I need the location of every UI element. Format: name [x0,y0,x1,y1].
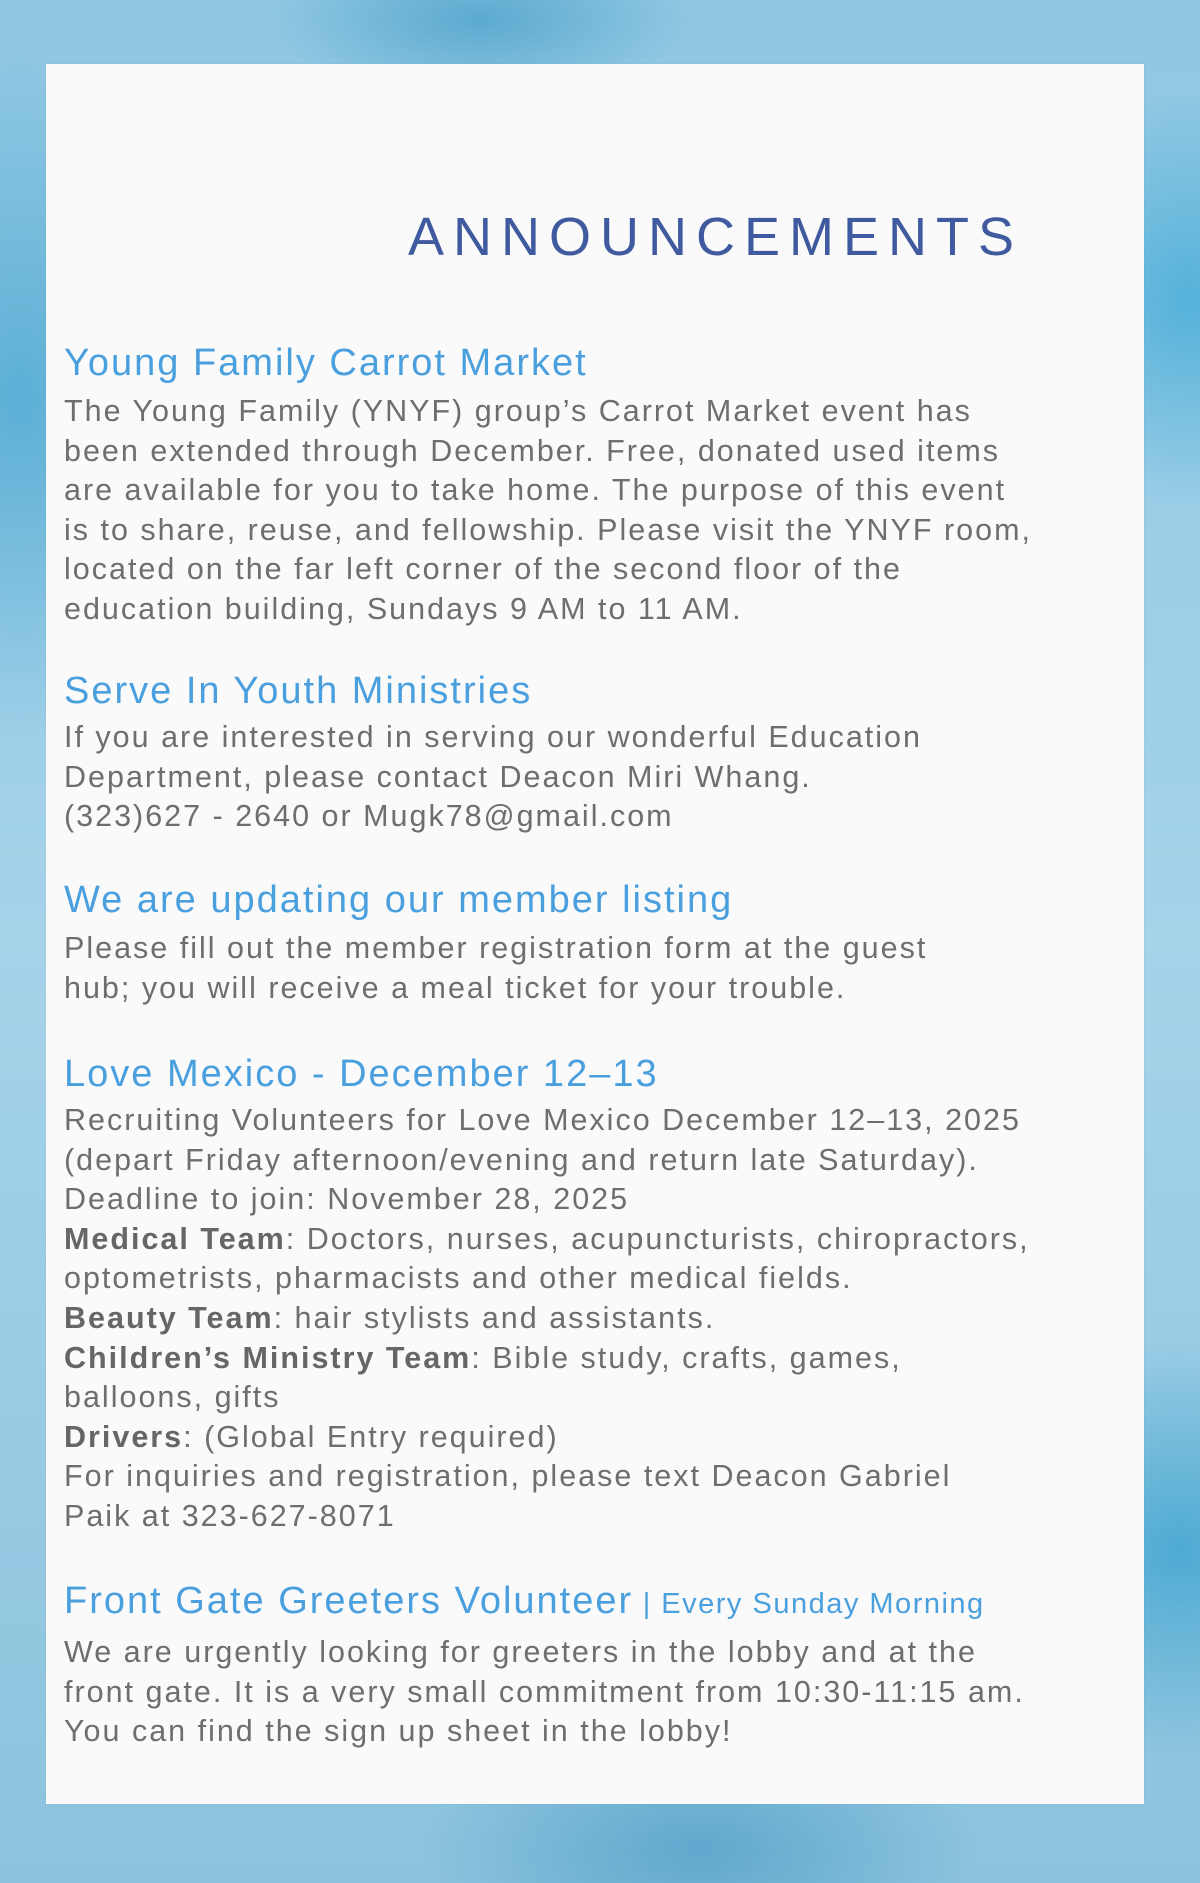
heading-subtitle: | Every Sunday Morning [633,1588,985,1620]
body-line: is to share, reuse, and fellowship. Please visit the YNYF room, [64,512,1032,547]
body-line: Deadline to join: November 28, 2025 [64,1182,630,1217]
section-love-mexico [64,1051,1030,1537]
team-text: optometrists, pharmacists and other medical fields. [64,1261,853,1296]
body-line: Please fill out the member registration form at the guest [64,931,928,965]
section-body [64,392,1032,630]
team-line [64,1299,1030,1339]
heading-text: Front Gate Greeters Volunteer [64,1580,634,1622]
section-heading: Serve In Youth Ministries [64,670,533,712]
section-member-listing [64,877,927,1008]
team-label: Medical Team [64,1221,286,1256]
team-label: Drivers [64,1419,184,1454]
team-text: : (Global Entry required) [183,1419,559,1454]
section-body [64,718,922,837]
body-line: located on the far left corner of the second floor of the [64,552,902,587]
body-line: We are urgently looking for greeters in the lobby and at the [64,1635,977,1669]
body-line: (323)627 - 2640 or Mugk78@gmail.com [64,799,674,834]
team-text: : Doctors, nurses, acupuncturists, chiropractors, [285,1221,1030,1256]
body-line: education building, Sundays 9 AM to 11 AM. [64,591,743,626]
team-label: Children’s Ministry Team [64,1340,472,1375]
body-line: (depart Friday afternoon/evening and return late Saturday). [64,1142,979,1177]
section-front-gate-greeters [64,1578,1025,1752]
body-line: The Young Family (YNYF) group’s Carrot Market event has [64,394,972,428]
section-heading: Love Mexico - December 12–13 [64,1053,659,1095]
team-text: : hair stylists and assistants. [273,1300,716,1335]
section-body [64,1633,1025,1752]
body-line: front gate. It is a very small commitment from 10:30-11:15 am. [64,1674,1025,1709]
body-line: For inquiries and registration, please text Deacon Gabriel [64,1459,952,1494]
page-title: ANNOUNCEMENTS [408,207,1024,267]
team-text: : Bible study, crafts, games, [471,1340,902,1375]
section-body [64,929,927,1008]
team-line [64,1339,1030,1379]
section-body [64,1101,1030,1537]
body-line: You can find the sign up sheet in the lobby! [64,1714,733,1749]
section-heading: We are updating our member listing [64,879,734,921]
section-youth-ministries [64,668,922,837]
body-line: Paik at 323-627-8071 [64,1498,396,1533]
team-label: Beauty Team [64,1300,274,1335]
team-line [64,1418,1030,1458]
team-line [64,1220,1030,1260]
body-line: Department, please contact Deacon Miri Whang. [64,759,812,794]
body-line: Recruiting Volunteers for Love Mexico December 12–13, 2025 [64,1103,1021,1137]
body-line: If you are interested in serving our wonderful Education [64,720,922,754]
team-line [64,1259,1030,1299]
section-heading [64,1578,1025,1627]
body-line: are available for you to take home. The purpose of this event [64,473,1007,508]
body-line: hub; you will receive a meal ticket for your trouble. [64,970,847,1005]
section-heading: Young Family Carrot Market [64,342,588,384]
body-line: been extended through December. Free, donated used items [64,433,1001,468]
team-text: balloons, gifts [64,1380,281,1415]
section-carrot-market [64,340,1032,630]
team-line [64,1378,1030,1418]
